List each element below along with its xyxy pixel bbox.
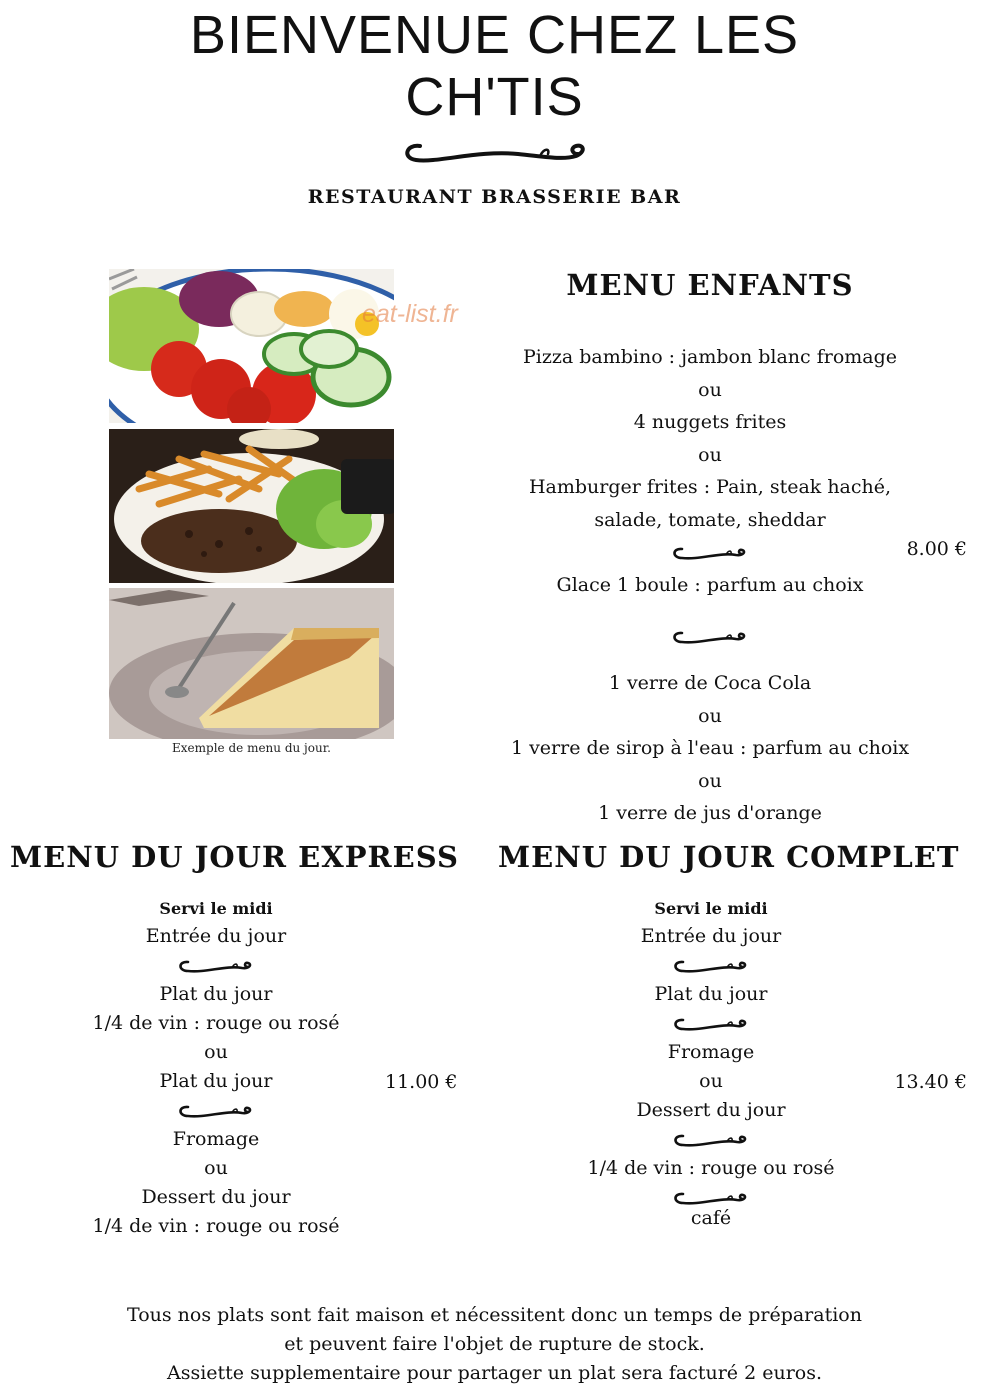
photo-caption: Exemple de menu du jour. — [172, 741, 331, 755]
menu-item: 1/4 de vin : rouge ou rosé — [587, 1157, 835, 1179]
flourish-icon — [670, 543, 750, 563]
menu-item: Entrée du jour — [640, 925, 782, 947]
flourish-divider — [30, 1096, 402, 1125]
flourish-divider — [525, 1125, 897, 1154]
menu-express-list — [30, 896, 402, 1241]
flourish-icon — [671, 956, 751, 976]
page-title: BIENVENUE CHEZ LES CH'TIS — [189, 5, 800, 127]
menu-item: 4 nuggets frites — [633, 411, 787, 434]
or-separator: ou — [698, 769, 722, 792]
title-flourish-icon — [398, 136, 590, 168]
salad-photo — [109, 269, 394, 423]
menu-item: Dessert du jour — [141, 1186, 291, 1208]
flourish-divider — [525, 951, 897, 980]
served-note: Servi le midi — [159, 899, 273, 918]
or-separator: ou — [204, 1157, 228, 1179]
menu-item: Plat du jour — [159, 983, 273, 1005]
page-subtitle: RESTAURANT BRASSERIE BAR — [307, 186, 682, 208]
menu-complet-heading: MENU DU JOUR COMPLET — [498, 840, 960, 874]
menu-item: Plat du jour — [159, 1070, 273, 1092]
flourish-icon — [176, 1101, 256, 1121]
flan-tart-photo — [109, 588, 394, 739]
menu-enfants-price: 8.00 € — [906, 538, 967, 560]
menu-item: Glace 1 boule : parfum au choix — [556, 574, 864, 597]
flourish-icon — [671, 1014, 751, 1034]
or-separator: ou — [698, 704, 722, 727]
flourish-divider — [30, 951, 402, 980]
menu-item: 1 verre de jus d'orange — [598, 802, 822, 825]
flourish-divider — [525, 1009, 897, 1038]
menu-item: café — [690, 1207, 732, 1229]
or-separator: ou — [698, 443, 722, 466]
footer-line: Tous nos plats sont fait maison et nécessitent donc un temps de préparation — [127, 1304, 862, 1326]
menu-item: 1 verre de sirop à l'eau : parfum au choix — [510, 737, 910, 760]
menu-enfants-list — [460, 341, 960, 830]
menu-item: 1/4 de vin : rouge ou rosé — [92, 1012, 340, 1034]
flourish-icon — [670, 627, 750, 647]
menu-enfants-heading: MENU ENFANTS — [566, 268, 854, 302]
menu-item: 1 verre de Coca Cola — [608, 671, 812, 694]
flourish-icon — [176, 956, 256, 976]
or-separator: ou — [204, 1041, 228, 1063]
menu-complet-price: 13.40 € — [894, 1071, 967, 1093]
footer-line: et peuvent faire l'objet de rupture de stock. — [284, 1333, 705, 1355]
steak-fries-photo — [109, 429, 394, 583]
served-note: Servi le midi — [654, 899, 768, 918]
menu-item: Plat du jour — [654, 983, 768, 1005]
menu-item: Dessert du jour — [636, 1099, 786, 1121]
menu-item: Hamburger frites : Pain, steak haché, — [528, 476, 892, 499]
flourish-icon — [671, 1130, 751, 1150]
menu-item: salade, tomate, sheddar — [594, 508, 826, 531]
watermark: eat-list.fr — [362, 300, 458, 328]
menu-express-heading: MENU DU JOUR EXPRESS — [10, 840, 459, 874]
or-separator: ou — [699, 1070, 723, 1092]
menu-item: Entrée du jour — [145, 925, 287, 947]
flourish-divider — [460, 620, 960, 653]
footer-note — [0, 1301, 989, 1388]
menu-item: Pizza bambino : jambon blanc fromage — [522, 346, 898, 368]
flourish-divider — [460, 537, 960, 570]
menu-item: Fromage — [172, 1128, 260, 1150]
menu-item: 1/4 de vin : rouge ou rosé — [92, 1215, 340, 1237]
menu-complet-list — [525, 896, 897, 1233]
menu-item: Fromage — [667, 1041, 755, 1063]
or-separator: ou — [698, 378, 722, 401]
footer-line: Assiette supplementaire pour partager un plat sera facturé 2 euros. — [166, 1362, 823, 1384]
menu-express-price: 11.00 € — [385, 1071, 458, 1093]
